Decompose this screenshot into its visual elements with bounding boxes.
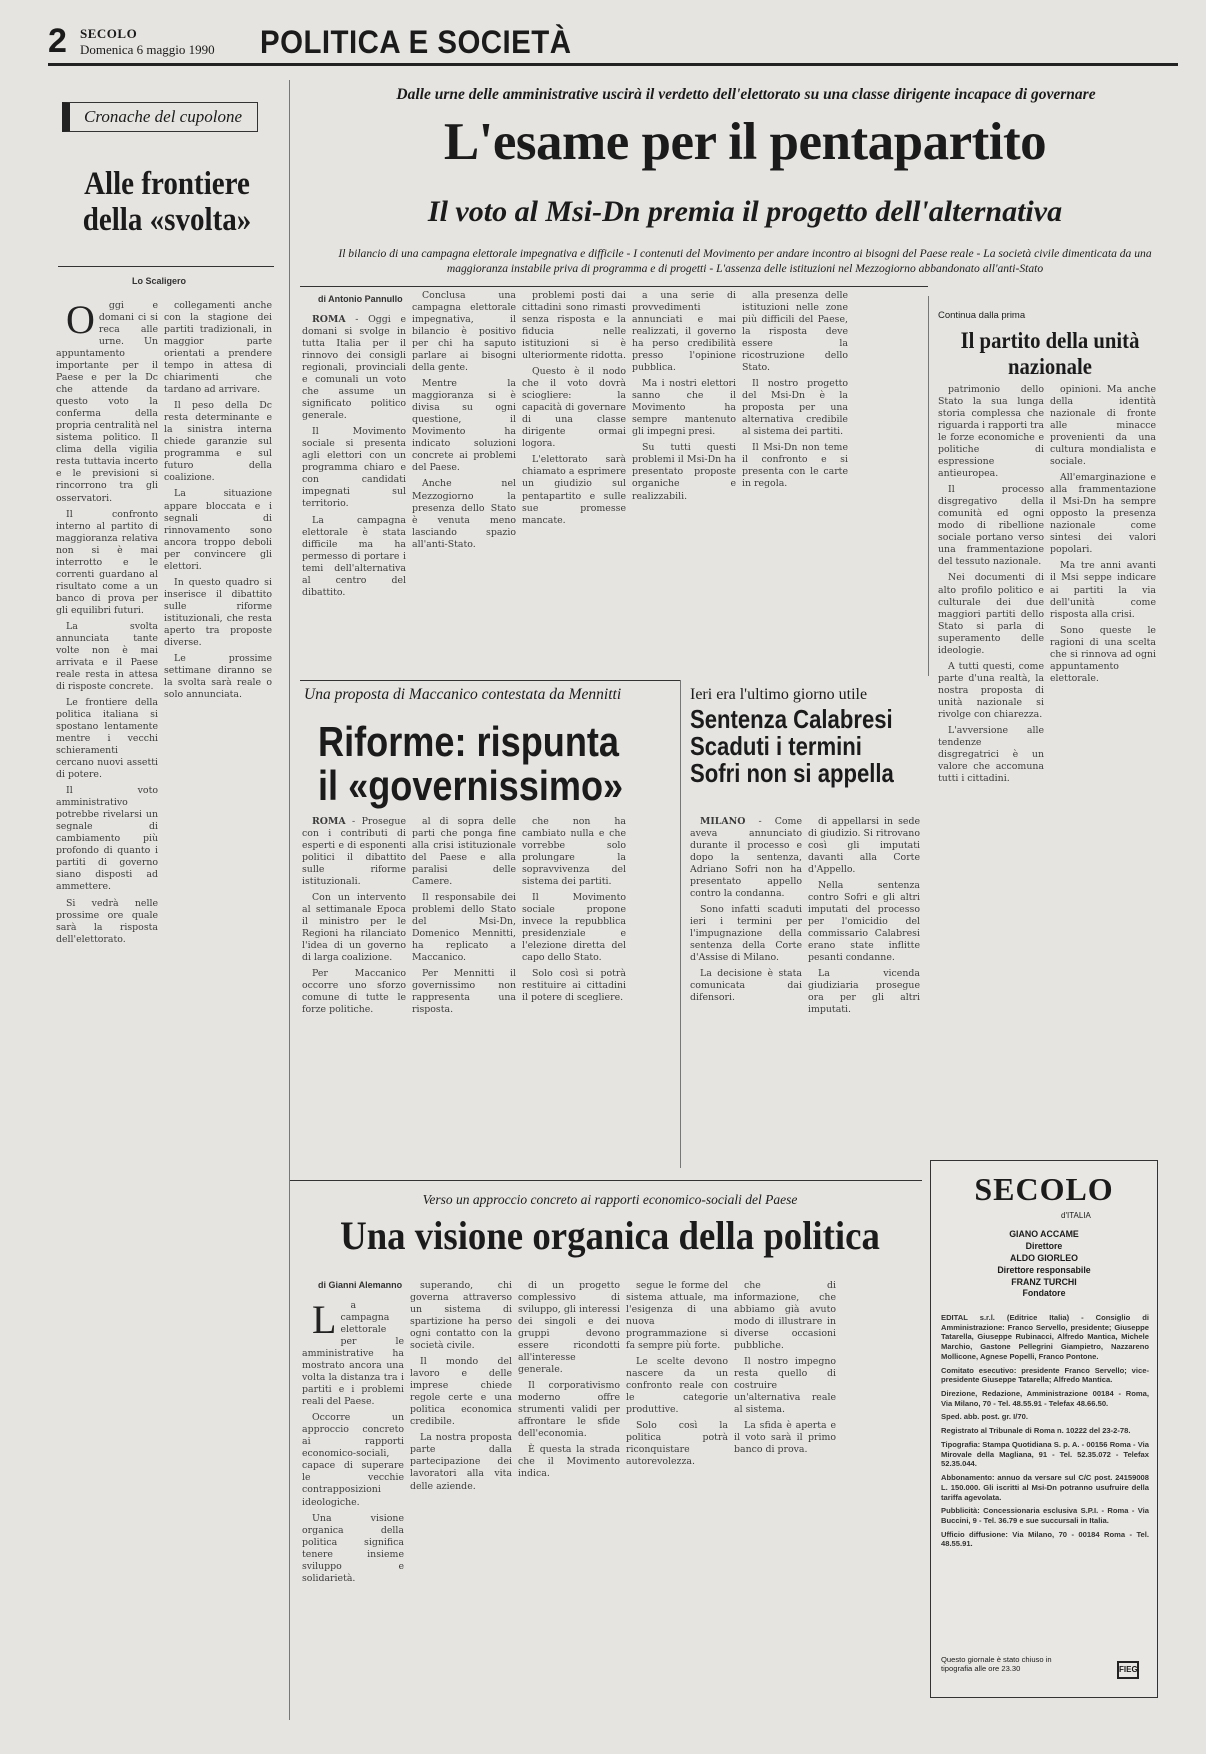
story-four-kicker: Verso un approccio concreto ai rapporti economico-sociali del Paese (422, 1192, 798, 1207)
colophon-line: Ufficio diffusione: Via Milano, 70 - 00184 Roma - Tel. 48.55.91. (941, 1529, 1149, 1549)
feature-text-col-1: O ggi e domani ci si reca alle urne. Un appuntamento importante per il Paese e per la Dc che attende da questo voto la conferma della propria centralità nel sistema politico. Il clima della vigilia resta tuttavia incerto e le previsioni si rincorrono tra gli osservatori. Il confronto interno al partito di maggioranza relativa non si è mai interrotto e le correnti guardano al risultato come a un banco di prova per gli equilibri futuri. La svolta annunciata tante volte non è mai arrivata e il Paese reale resta in attesa di risposte concrete. Le frontiere della politica italiana si spostano lentamente mentre i vecchi schieramenti cercano nuovi assetti di potere. Il voto amministrativo potrebbe rivelarsi un segnale di cambiamento più profondo di quanto i partiti di governo siano disposti ad ammettere. Si vedrà nelle prossime ore quale sarà la risposta dell'elettorato. (56, 300, 158, 945)
main-subheadline: Il voto al Msi-Dn premia il progetto dell'alternativa (427, 195, 1063, 228)
paper-name: SECOLO (80, 26, 138, 41)
colophon-line: Direzione, Redazione, Amministrazione 00184 - Roma, Via Milano, 70 - Tel. 48.55.91 - Telefax 48.66.50. (941, 1389, 1149, 1408)
story-four-divider (290, 1180, 922, 1181)
masthead (48, 22, 1178, 66)
colophon-role: Direttore (1025, 1240, 1063, 1251)
colophon-line: Registrato al Tribunale di Roma n. 10222 del 23-2-78. (941, 1426, 1131, 1436)
section-title: POLITICA E SOCIETÀ (260, 24, 572, 60)
issue-date: Domenica 6 maggio 1990 (80, 42, 215, 57)
column-separator (289, 80, 290, 1720)
side-text-col-1: patrimonio dello Stato la sua lunga storia complessa che riguarda i rapporti tra le forze economiche e politiche di espressione antieuropea. Il processo disgregativo della comunità ed ogni modo di ribellione sociale portano verso una frammentazione del tessuto nazionale. Nei documenti di alto profilo politico e culturale dei due maggiori partiti dello Stato si parla di superamento delle ideologie. A tutti questi, come parte d'una realtà, la nostra proposta di unità nazionale si rivolge con chiarezza. L'avversione alle tendenze disgregatrici è un valore che accomuna tutti i cittadini. (938, 384, 1044, 784)
main-dateline: ROMA (312, 314, 346, 325)
column-rubric: Cronache del cupolone (62, 102, 258, 132)
colophon-footer: Questo giornale è stato chiuso in tipografia alle ore 23.30 (941, 1655, 1052, 1674)
story-four-col-3: di un progetto complessivo di sviluppo, gli interessi dei singoli e dei gruppi devono essere ricondotti all'interesse generale. Il corporativismo moderno offre strumenti validi per affrontare le sfide dell'economia. È questa la strada che il Movimento indica. (518, 1280, 620, 1480)
main-divider (300, 286, 928, 287)
main-text-col-2: Conclusa una campagna elettorale impegnativa, il bilancio è positivo per chi ha saputo parlare ai bisogni della gente. Mentre la maggioranza si è divisa su ogni questione, il Movimento ha indicato soluzioni concrete ai problemi del Paese. Anche nel Mezzogiorno la presenza dello Stato è venuta meno lasciando spazio all'anti-Stato. (412, 290, 516, 550)
story-two-dateline: ROMA (312, 816, 346, 827)
colophon-name: FRANZ TURCHI (1011, 1276, 1077, 1287)
story-three-col-2: di appellarsi in sede di giudizio. Si ritrovano così gli imputati davanti alla Corte d'Appello. Nella sentenza contro Sofri e gli altri imputati del processo per l'omicidio del commissario Calabresi erano state inflitte pesanti condanne. La vicenda giudiziaria prosegue ora per gli altri imputati. (808, 816, 920, 1016)
story-two-col-1: ROMA - Prosegue con i contributi di esperti e di esponenti politici il dibattito sulle riforme istituzionali. Con un intervento al settimanale Epoca il ministro per le Regioni ha rilanciato l'idea di un governo di larga coalizione. Per Maccanico occorre uno sforzo comune di tutte le forze politiche. (302, 816, 406, 1016)
story-two-divider (300, 680, 680, 681)
colophon-line: Pubblicità: Concessionaria esclusiva S.P.I. - Roma - Via Buccini, 9 - Tel. 36.79 e sue succursali in Italia. (941, 1506, 1149, 1525)
story-four-byline: di Gianni Alemanno (318, 1280, 403, 1290)
colophon-line: EDITAL s.r.l. (Editrice Italia) - Consiglio di Amministrazione: Franco Servello, presidente; Giuseppe Tatarella, Giuseppe Rubinacci, Alfredo Mantica, Michele Marchio, Gastone Pellegrini Giampietro, Nazzareno Mollicone, Agnese Popelli, Franco Pontone. (941, 1313, 1149, 1361)
colophon-line: Tipografia: Stampa Quotidiana S. p. A. - 00156 Roma - Via Mirovale della Magliana, 91 - Tel. 52.35.072 - Telefax 52.35.044. (941, 1439, 1149, 1469)
story-four-headline: Una visione organica della politica (340, 1213, 880, 1258)
story-four-col-2: superando, chi governa attraverso un sistema di spartizione ha perso ogni contatto con la società civile. Il mondo del lavoro e delle imprese chiede regole certe e una politica economica credibile. La nostra proposta parte dalla partecipazione dei lavoratori alla vita delle aziende. (410, 1280, 512, 1492)
story-three-dateline: MILANO (700, 816, 746, 827)
colophon-name: GIANO ACCAME (1009, 1229, 1079, 1239)
main-text-col-1: ROMA - Oggi e domani si svolge in tutta Italia per il rinnovo dei consigli regionali, provinciali e comunali un voto che assume un significato politico generale. Il Movimento sociale si presenta agli elettori con un programma chiaro e con candidati impegnati sul territorio. La campagna elettorale è stata difficile ma ha permesso di portare i temi dell'alternativa al centro del dibattito. (302, 314, 406, 598)
feature-byline: Lo Scaligero (132, 276, 187, 286)
feature-headline: Alle frontiere della «svolta» (82, 166, 252, 239)
colophon-line: Sped. abb. post. gr. I/70. (941, 1412, 1028, 1422)
story-two-col-3: che non ha cambiato nulla e che vorrebbe solo prolungare la sopravvivenza del sistema dei partiti. Il Movimento sociale propone invece la repubblica presidenziale e l'elezione diretta del capo dello Stato. Solo così si potrà restituire ai cittadini il potere di scegliere. (522, 816, 626, 1004)
story-four-dropcap: L (312, 1300, 337, 1342)
page-number: 2 (48, 22, 67, 60)
fieg-badge: FIEG (1117, 1661, 1139, 1679)
story-three-col-1: MILANO - Come aveva annunciato durante il processo e dopo la sentenza, Adriano Sofri non ha presentato appello contro la condanna. Sono infatti scaduti ieri i termini per l'impugnazione della sentenza della Corte d'Assise di Milano. La decisione è stata comunicata dai difensori. (690, 816, 802, 1004)
side-text-col-2: opinioni. Ma anche della identità nazionale di fronte alle minacce provenienti da una cultura mondialista e sociale. All'emarginazione e alla frammentazione il Msi-Dn ha sempre opposto la presenza nazionale come sintesi dei valori popolari. Ma tre anni avanti il Msi seppe indicare ai partiti la via dell'unità come risposta alla crisi. Sono queste le ragioni di una scelta che si rinnova ad ogni appuntamento elettorale. (1050, 384, 1156, 684)
main-byline: di Antonio Pannullo (318, 294, 403, 304)
colophon-info (941, 1313, 1149, 1553)
main-text-col-4: a una serie di provvedimenti annunciati e mai realizzati, il governo ha perso credibilità presso l'opinione pubblica. Ma i nostri elettori sanno che il Movimento ha sempre mantenuto gli impegni presi. Su tutti questi problemi il Msi-Dn ha presentato proposte organiche e realizzabili. (632, 290, 736, 502)
colophon-name: ALDO GIORLEO (1010, 1252, 1078, 1263)
story-two-col-2: al di sopra delle parti che ponga fine alla crisi istituzionale del Paese e alla paralisi delle Camere. Il responsabile dei problemi dello Stato del Msi-Dn, Domenico Mennitti, ha replicato a Maccanico. Per Mennitti il governissimo non rappresenta una risposta. (412, 816, 516, 1016)
story-three-kicker: Ieri era l'ultimo giorno utile (690, 686, 868, 703)
colophon-names (931, 1229, 1157, 1300)
colophon-line: Comitato esecutivo: presidente Franco Servello; vice-presidente Giuseppe Tatarella; Alfredo Mantica. (941, 1365, 1149, 1385)
continuation-label: Continua dalla prima (938, 310, 1026, 321)
side-headline: Il partito della unità nazionale (960, 328, 1140, 380)
feature-text-col-2: collegamenti anche con la stagione dei partiti tradizionali, in maggior parte orientati a prendere tempo in attesa di chiarimenti che tardano ad arrivare. Il peso della Dc resta determinante e la sinistra interna chiede garanzie sul programma e sul futuro della coalizione. La situazione appare bloccata e i segnali di rinnovamento sono ancora troppo deboli per convincere gli elettori. In questo quadro si inserisce il dibattito sulle riforme istituzionali, che resta aperto tra proposte diverse. Le prossime settimane diranno se la svolta sarà reale o solo annunciata. (164, 300, 272, 700)
main-text-col-3: problemi posti dai cittadini sono rimasti senza risposta e la fiducia nelle istituzioni si è ulteriormente ridotta. Questo è il nodo che il voto dovrà sciogliere: la capacità di governare di una classe dirigente ormai logora. L'elettorato sarà chiamato a esprimere un giudizio sul pentapartito e sulle sue promesse mancate. (522, 290, 626, 526)
colophon-logo-sub: d'ITALIA (1061, 1211, 1091, 1220)
story-four-col-4: segue le forme del sistema attuale, ma l'esigenza di una nuova programmazione si fa sempre più forte. Le scelte devono nascere da un confronto reale con le categorie produttive. Solo così la politica potrà riconquistare autorevolezza. (626, 1280, 728, 1468)
column-separator (680, 680, 681, 1168)
colophon-line: Abbonamento: annuo da versare sul C/C post. 24159008 L. 150.000. Gli iscritti al Msi-Dn potranno usufruire della tariffa agevolata. (941, 1473, 1149, 1502)
colophon-logo: SECOLO (974, 1171, 1114, 1207)
story-two-headline: Riforme: rispunta il «governissimo» (318, 718, 624, 810)
story-three-headline: Sentenza Calabresi Scaduti i termini Sofri non si appella (690, 704, 894, 789)
column-separator (928, 296, 929, 676)
colophon-box (930, 1160, 1158, 1698)
story-four-col-1: L a campagna elettorale per le amministrative ha mostrato ancora una volta la distanza tra i partiti e i problemi reali del Paese. Occorre un approccio concreto ai rapporti economico-sociali, capace di superare le vecchie contrapposizioni ideologiche. Una visione organica della politica significa tenere insieme sviluppo e solidarietà. (302, 1300, 404, 1584)
main-text-col-5: alla presenza delle istituzioni nelle zone più difficili del Paese, la risposta deve essere la ricostruzione dello Stato. Il nostro progetto del Msi-Dn è la proposta per una alternativa credibile al sistema dei partiti. Il Msi-Dn non teme il confronto e si presenta con le carte in regola. (742, 290, 848, 490)
colophon-role: Fondatore (1022, 1288, 1066, 1299)
feature-divider (58, 266, 274, 267)
story-four-col-5: che di informazione, che abbiamo già avuto modo di illustrare in diverse occasioni pubbliche. Il nostro impegno resta quello di costruire un'alternativa reale al sistema. La sfida è aperta e il voto sarà il primo banco di prova. (734, 1280, 836, 1456)
story-two-kicker: Una proposta di Maccanico contestata da Mennitti (304, 686, 622, 703)
main-kicker: Dalle urne delle amministrative uscirà il verdetto dell'elettorato su una classe dirigente incapace di governare (396, 86, 1096, 103)
main-summary: Il bilancio di una campagna elettorale impegnativa e difficile - I contenuti del Movimento per andare incontro ai bisogni del Paese reale - La società civile dimenticata da una maggioranza instabile priva di programma e di progetti - L'assenza delle istituzioni nel Mezzogiorno abbandonato all'anti-Stato (338, 247, 1152, 276)
colophon-role: Direttore responsabile (997, 1264, 1091, 1275)
main-headline: L'esame per il pentapartito (443, 113, 1047, 171)
